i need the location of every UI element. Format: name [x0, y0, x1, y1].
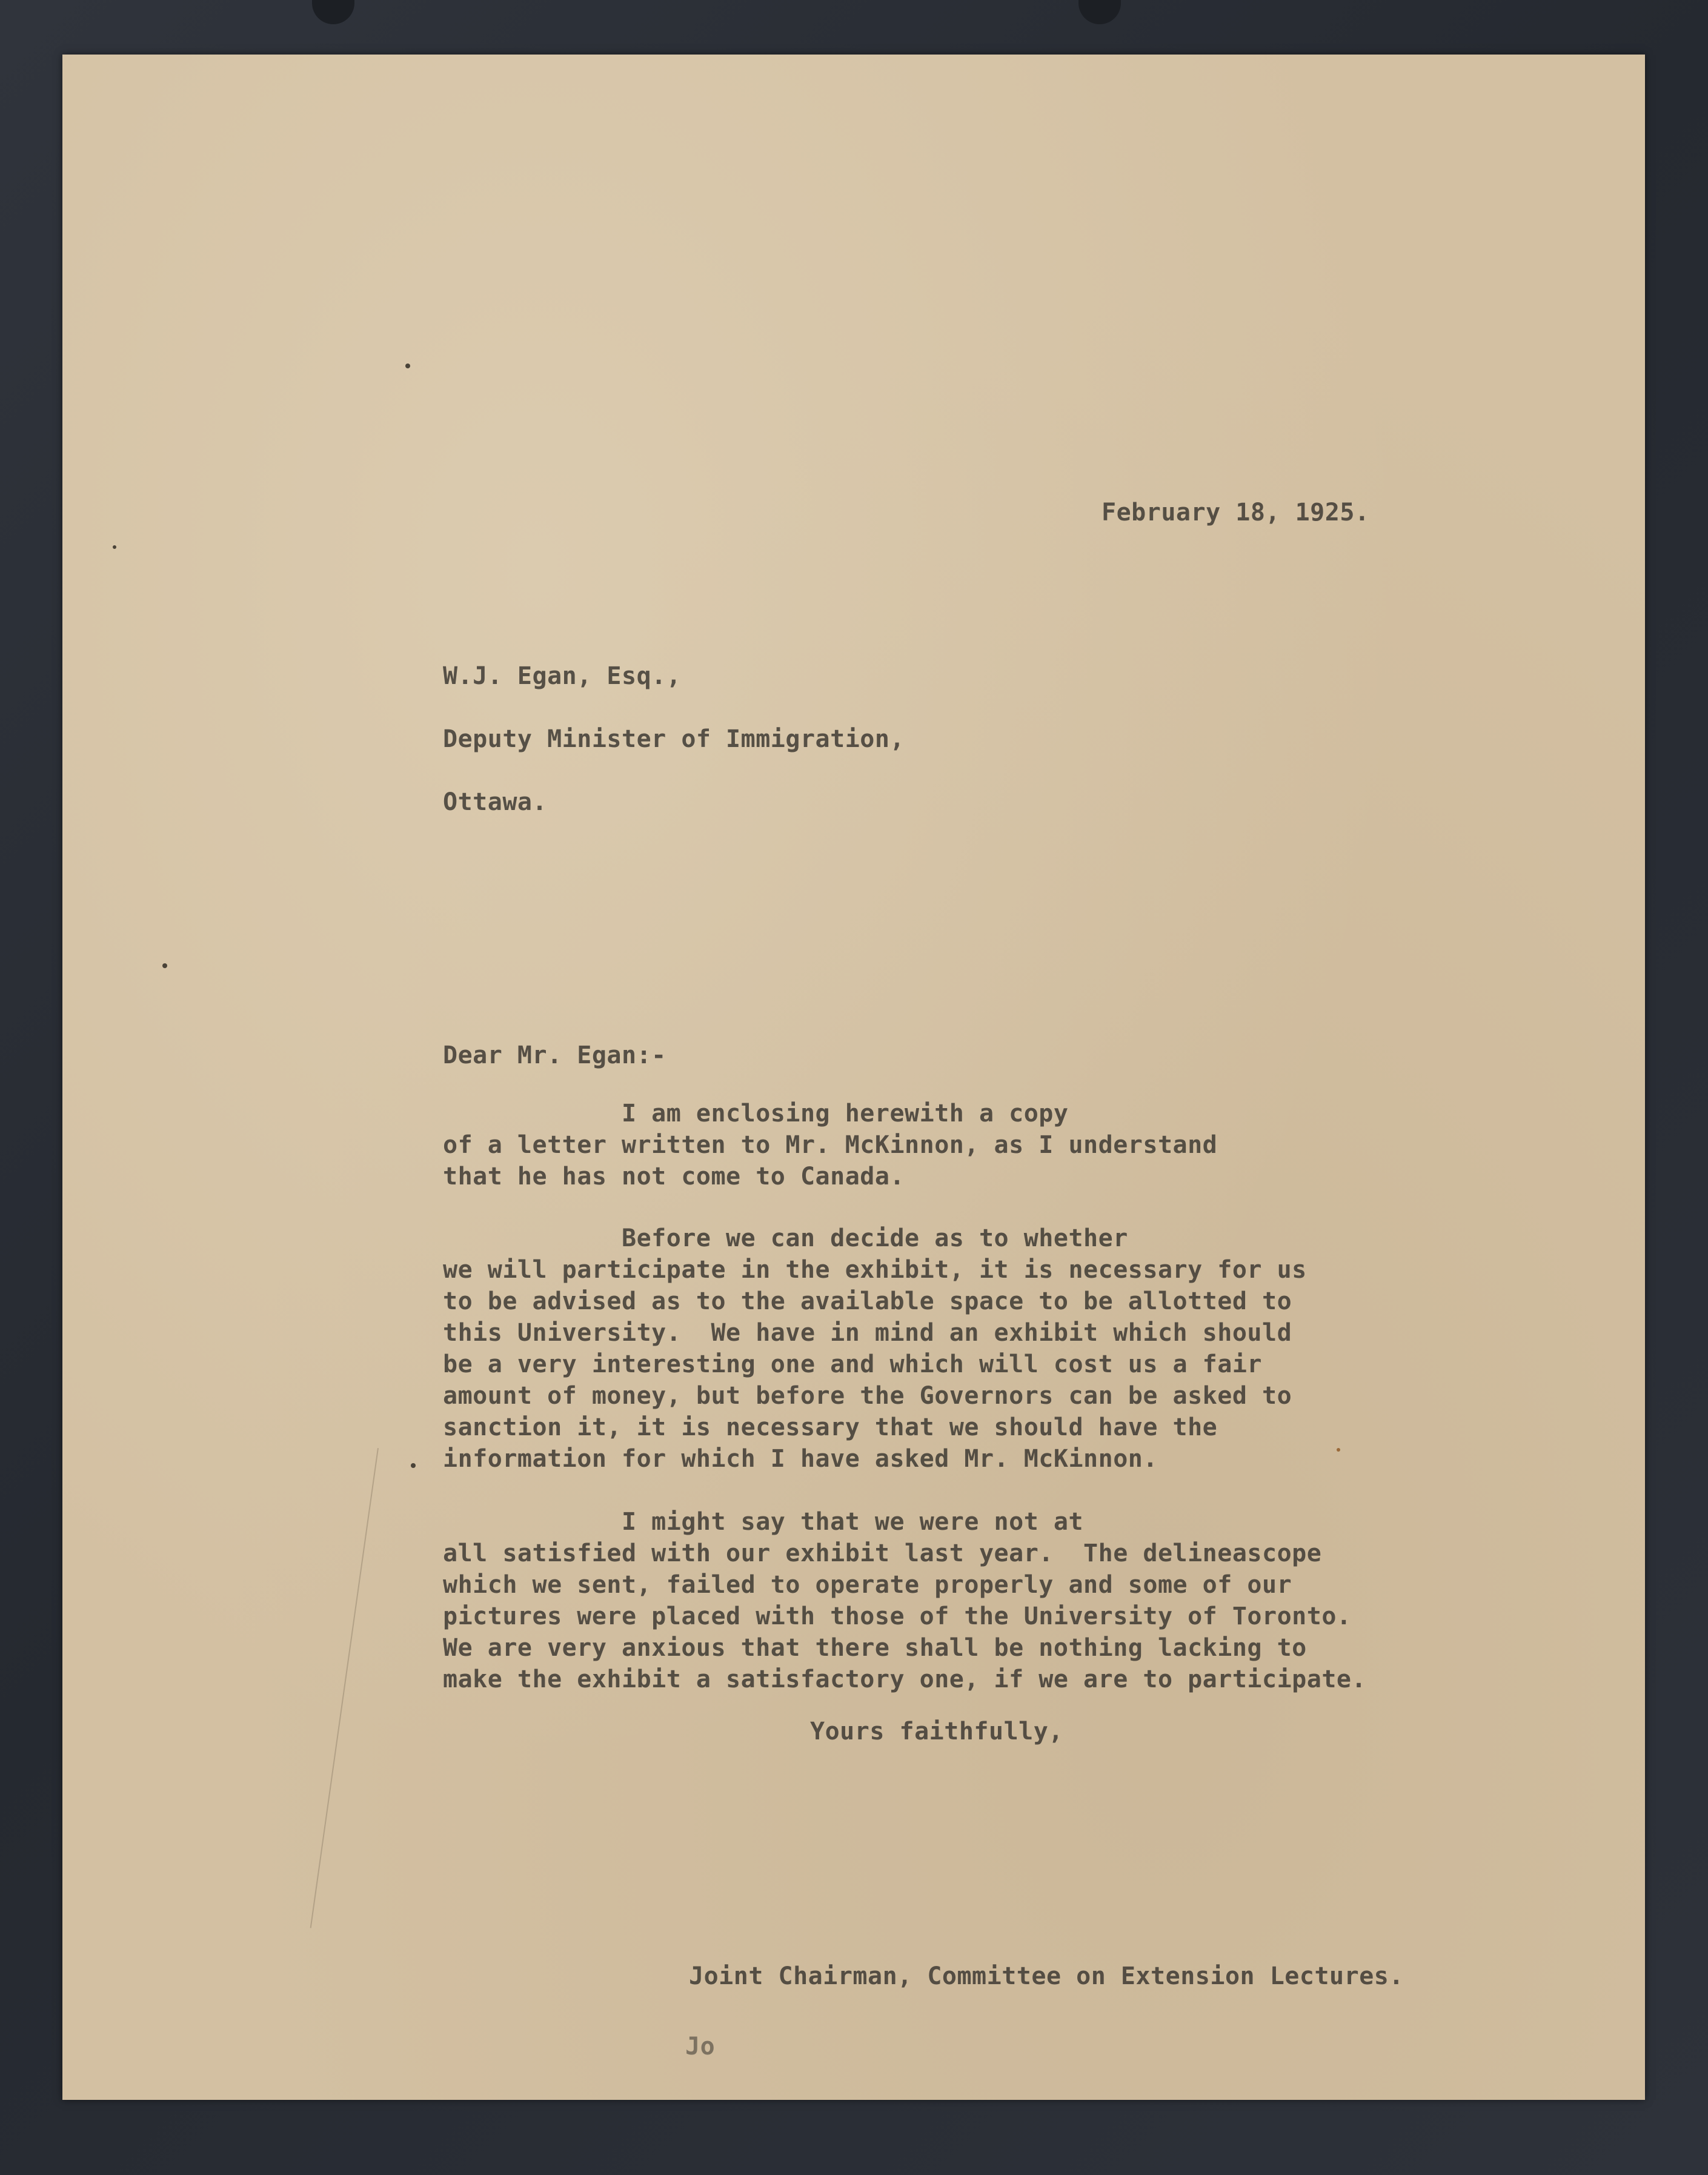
recipient-title: Deputy Minister of Immigration,: [443, 725, 905, 753]
paper-speck: [113, 545, 116, 549]
recipient-city: Ottawa.: [443, 788, 548, 816]
signature-line: Joint Chairman, Committee on Extension Lectures.: [689, 1962, 1404, 1990]
paper-crease: [310, 1448, 379, 1928]
closing: Yours faithfully,: [810, 1718, 1063, 1745]
paper-speck: [162, 963, 167, 968]
typist-initials: Jo: [685, 2033, 716, 2060]
recipient-name: W.J. Egan, Esq.,: [443, 662, 682, 690]
salutation: Dear Mr. Egan:-: [443, 1041, 666, 1069]
paper-speck: [1337, 1448, 1340, 1452]
body-paragraph-2: Before we can decide as to whether we will participate in the exhibit, it is necessary for us to be advised as to the available space to be allotted to this University. We have in mind an exhibit which should be a very interesting one and which will cost us a fair amount of money, but before the Governors can be asked to sanction it, it is necessary that we should have the information for which I have asked Mr. McKinnon.: [443, 1224, 1307, 1473]
paper-speck: [405, 364, 410, 368]
body-paragraph-3: I might say that we were not at all satisfied with our exhibit last year. The delineascope which we sent, failed to operate properly and some of our pictures were placed with those of the University of Toronto. We are very anxious that there shall be nothing lacking to make the exhibit a satisfactory one, if we are to participate.: [443, 1508, 1367, 1693]
body-paragraph-1: I am enclosing herewith a copy of a letter written to Mr. McKinnon, as I understand that he has not come to Canada.: [443, 1100, 1218, 1190]
letter-page: [62, 55, 1645, 2100]
paper-speck: [411, 1463, 416, 1468]
letter-date: February 18, 1925.: [1102, 499, 1370, 526]
